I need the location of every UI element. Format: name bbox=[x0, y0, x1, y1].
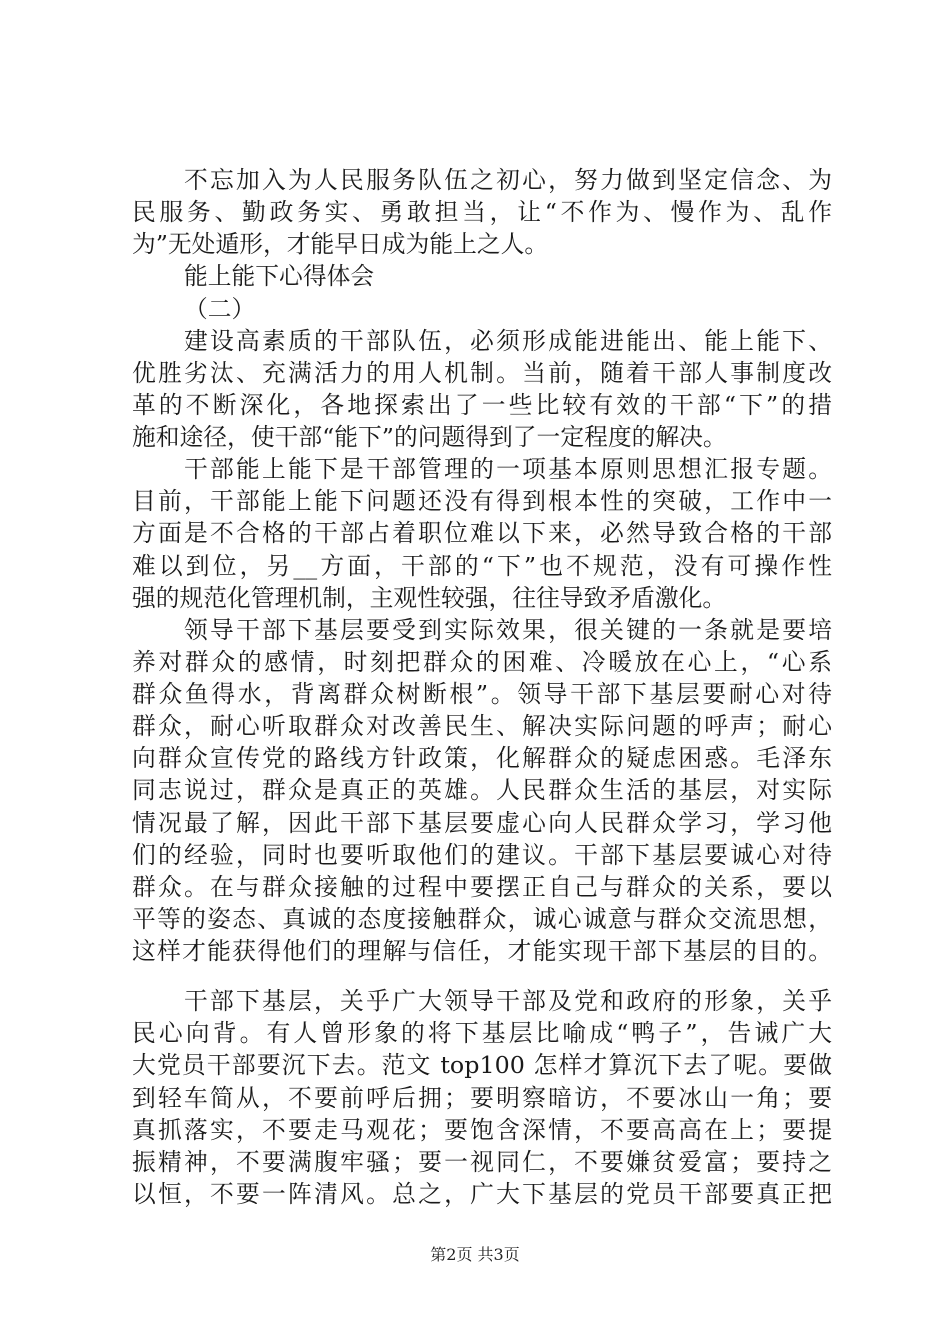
text-line: 民服务、勤政务实、勇敢担当，让“不作为、慢作为、乱作 bbox=[132, 198, 832, 227]
page-footer: 第2页 共3页 bbox=[430, 1245, 520, 1264]
text-line: 难以到位，另__方面，干部的“下”也不规范，没有可操作性 bbox=[132, 551, 832, 580]
text-line: 不忘加入为人民服务队伍之初心，努力做到坚定信念、为 bbox=[184, 166, 832, 194]
text-line: 们的经验，同时也要听取他们的建议。干部下基层要诚心对待 bbox=[132, 840, 832, 869]
text-line: 这样才能获得他们的理解与信任，才能实现干部下基层的目的。 bbox=[132, 937, 832, 965]
text-line: 到轻车简从，不要前呼后拥；要明察暗访，不要冰山一角；要 bbox=[132, 1083, 832, 1112]
text-line: 同志说过，群众是真正的英雄。人民群众生活的基层，对实际 bbox=[132, 776, 832, 805]
text-line: 方面是不合格的干部占着职位难以下来，必然导致合格的干部 bbox=[132, 519, 832, 548]
text-line: 革的不断深化，各地探索出了一些比较有效的干部“下”的措 bbox=[132, 390, 832, 419]
text-line: 向群众宣传党的路线方针政策，化解群众的疑虑困惑。毛泽东 bbox=[132, 744, 832, 773]
text-line: 养对群众的感情，时刻把群众的困难、冷暖放在心上，“心系 bbox=[132, 647, 832, 676]
text-line: 情况最了解，因此干部下基层要虚心向人民群众学习，学习他 bbox=[132, 808, 832, 837]
text-line: 干部下基层，关乎广大领导干部及党和政府的形象，关乎 bbox=[184, 987, 832, 1016]
text-line: 群众，耐心听取群众对改善民生、解决实际问题的呼声；耐心 bbox=[132, 712, 832, 741]
text-line: 群众。在与群众接触的过程中要摆正自己与群众的关系，要以 bbox=[132, 872, 832, 901]
text-line: 施和途径，使干部“能下”的问题得到了一定程度的解决。 bbox=[132, 423, 727, 451]
text-line: 强的规范化管理机制，主观性较强，往往导致矛盾激化。 bbox=[132, 583, 727, 612]
text-line: 平等的姿态、真诚的态度接触群众，诚心诚意与群众交流思想， bbox=[132, 904, 832, 933]
text-line: 大党员干部要沉下去。范文 top100 怎样才算沉下去了呢。要做 bbox=[132, 1051, 832, 1080]
text-line: 目前，干部能上能下问题还没有得到根本性的突破，工作中一 bbox=[132, 487, 832, 516]
text-line: （二） bbox=[184, 294, 256, 323]
text-line: 干部能上能下是干部管理的一项基本原则思想汇报专题。 bbox=[184, 455, 832, 484]
text-line: 为”无处遁形，才能早日成为能上之人。 bbox=[132, 230, 549, 259]
text-line: 民心向背。有人曾形象的将下基层比喻成“鸭子”，告诫广大 bbox=[132, 1019, 832, 1048]
text-line: 建设高素质的干部队伍，必须形成能进能出、能上能下、 bbox=[184, 326, 832, 355]
text-line: 群众鱼得水，背离群众树断根”。领导干部下基层要耐心对待 bbox=[132, 680, 832, 708]
text-line: 领导干部下基层要受到实际效果，很关键的一条就是要培 bbox=[184, 615, 832, 644]
text-line: 真抓落实，不要走马观花；要饱含深情，不要高高在上；要提 bbox=[132, 1115, 832, 1144]
text-line: 振精神，不要满腹牢骚；要一视同仁，不要嫌贫爱富；要持之 bbox=[132, 1147, 832, 1176]
text-line: 以恒，不要一阵清风。总之，广大下基层的党员干部要真正把 bbox=[132, 1179, 832, 1208]
text-line: 能上能下心得体会 bbox=[184, 262, 375, 291]
text-line: 优胜劣汰、充满活力的用人机制。当前，随着干部人事制度改 bbox=[132, 358, 832, 387]
